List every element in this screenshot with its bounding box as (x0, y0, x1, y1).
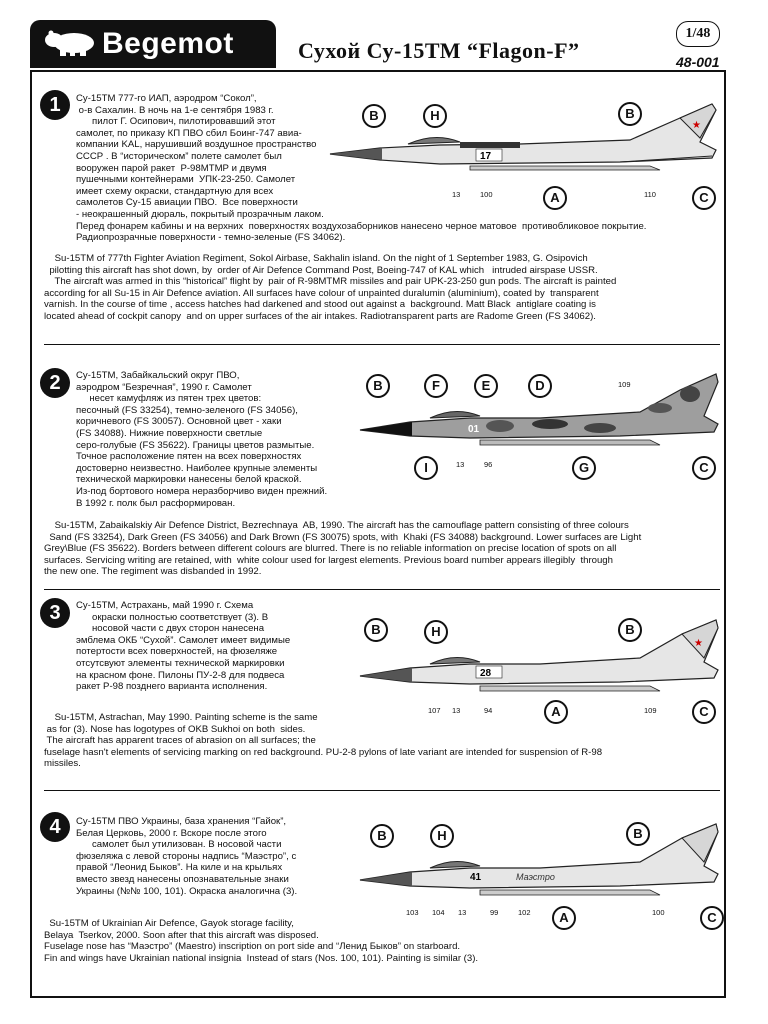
section-1-russian-text: Су-15ТМ 777-го ИАП, аэродром “Сокол”, о-в Сахалин. В ночь на 1-е сентября 1983 г. пилот Г. Осипович, пилотировавший этот самолет, по приказу КП ПВО сбил Боинг-747 авиа- компании KAL, нарушивший воздушное пространство СССР . В “историческом” полете самолет был вооружен парой ракет Р-98МТМР и двумя пушечными контейнерами УПК-23-250. Самолет имеет схему окраски, стандартную для всех самолетов Су-15 авиации ПВО. Все поверхности - неокрашенный дюраль, покрытый прозрачным лаком. Перед фонарем кабины и на верхних поверхностях воздухозаборников нанесено черное матовое противобликовое покрытие. Радиопрозрачные поверхности - темно-зеленые (FS 34062). (76, 93, 647, 244)
callout-c: C (692, 186, 716, 210)
part-ref: 107 (428, 706, 441, 715)
callout-b: B (362, 104, 386, 128)
svg-text:★: ★ (694, 638, 703, 649)
section-number: 3 (40, 598, 70, 628)
callout-i: I (414, 456, 438, 480)
section-number: 1 (40, 90, 70, 120)
svg-text:★: ★ (692, 120, 701, 131)
part-ref: 99 (490, 908, 499, 917)
callout-h: H (423, 104, 447, 128)
section-number: 4 (40, 812, 70, 842)
part-ref: 96 (484, 460, 493, 469)
part-ref: 13 (452, 190, 461, 199)
section-3-english-text: Su-15TM, Astrachan, May 1990. Painting scheme is the same as for (3). Nose has logotypes of OKB Sukhoi on both sides. The aircraft has apparent traces of abrasion on all surfaces; the fuselage hasn't elements of servicing marking on red background. PU-2-8 pylons of late variant are intended for suspension of R-98 missiles. (44, 712, 603, 770)
nose-inscription: Маэстро (516, 872, 555, 882)
section-4-english-text: Su-15TM of Ukrainian Air Defence, Gayok storage facility, Belaya Tserkov, 2000. Soon after that this aircraft was disposed. Fuselage nose has “Маэстро” (Maestro) inscription on port side and “Ленид Быков” on starboard. Fin and wings have Ukrainian national insignia Instead of stars (Nos. 100, 101). Painting is similar (3). (44, 918, 479, 964)
section-number: 2 (40, 368, 70, 398)
callout-b: B (626, 822, 650, 846)
part-ref: 104 (432, 908, 445, 917)
section-divider (44, 790, 720, 791)
section-4-russian-text: Су-15ТМ ПВО Украины, база хранения “Гайок”, Белая Церковь, 2000 г. Вскоре после этого самолет был утилизован. В носовой части фюзеляжа с левой стороны надпись “Маэстро”, с правой “Леонид Быков”. На киле и на крыльях вместо звезд нанесены опознавательные знаки Украины (№№ 100, 101). Окраска аналогична (3). (76, 816, 298, 897)
brand-name: Begemot (102, 27, 234, 60)
callout-b: B (618, 102, 642, 126)
part-ref: 94 (484, 706, 493, 715)
callout-b: B (618, 618, 642, 642)
callout-a: A (543, 186, 567, 210)
callout-f: F (424, 374, 448, 398)
board-number: 17 (480, 151, 492, 162)
part-ref: 109 (644, 706, 657, 715)
callout-h: H (430, 824, 454, 848)
callout-d: D (528, 374, 552, 398)
section-divider (44, 344, 720, 345)
callout-b: B (364, 618, 388, 642)
callout-a: A (552, 906, 576, 930)
part-ref: 13 (458, 908, 467, 917)
scale-badge: 1/48 (676, 21, 720, 47)
catalog-number: 48-001 (676, 54, 720, 70)
brand-header (30, 20, 276, 68)
callout-c: C (700, 906, 724, 930)
page-title: Сухой Су-15ТМ “Flagon-F” (298, 38, 580, 63)
callout-c: C (692, 456, 716, 480)
callout-b: B (370, 824, 394, 848)
hippo-logo-icon (44, 28, 100, 56)
board-number: 28 (480, 668, 492, 679)
section-2-english-text: Su-15TM, Zabaikalskiy Air Defence District, Bezrechnaya AB, 1990. The aircraft has the camouflage pattern consisting of three colours Sand (FS 33254), Dark Green (FS 34056) and Dark Brown (FS 30075) spots, with Khaki (FS 34088) background. Lower surfaces are Light Grey\Blue (FS 35622). Borders between different colours are blurred. There is no reliable information on precise location of spots on all surfaces. Servicing writing are retained, with white colour used for largest elements. Previous board number appears illegibly through the new one. The regiment was disbanded in 1992. (44, 520, 642, 578)
board-number: 41 (470, 872, 482, 883)
callout-a: A (544, 700, 568, 724)
section-divider (44, 589, 720, 590)
callout-e: E (474, 374, 498, 398)
part-ref: 13 (456, 460, 465, 469)
part-ref: 110 (644, 190, 656, 199)
part-ref: 13 (452, 706, 461, 715)
part-ref: 103 (406, 908, 419, 917)
callout-g: G (572, 456, 596, 480)
part-ref: 100 (480, 190, 493, 199)
callout-c: C (692, 700, 716, 724)
section-3-russian-text: Су-15ТМ, Астрахань, май 1990 г. Схема окраски полностью соответствует (3). В носовой части с двух сторон нанесена эмблема ОКБ “Сухой”. Самолет имеет видимые потертости всех поверхностей, на фюзеляже отсутсвуют элементы технической маркировки на красном фоне. Пилоны ПУ-2-8 для подвеса ракет Р-98 позднего варианта исполнения. (76, 600, 291, 693)
section-1-english-text: Su-15TM of 777th Fighter Aviation Regiment, Sokol Airbase, Sakhalin island. On the night of 1 September 1983, G. Osipovich pilotting this aircraft has shot down, by order of Air Defence Command Post, Boeing-747 of KAL which intruded airspase USSR. The aircraft was armed in this “historical” flight by pair of R-98MTMR missiles and pair UPK-23-250 gun pods. The aircraft is painted according for all Su-15 in Air Defence aviation. All surfaces have colour of unpainted duralumin (aluminium), coated by transparent varnish. In the course of time , access hatches had darkened and stood out against a background. Matt Black antiglare coating is located ahead of cockpit canopy and on upper surfaces of the air intakes. Radiotransparent parts are Radome Green (FS 34062). (44, 253, 617, 322)
callout-h: H (424, 620, 448, 644)
part-ref: 109 (618, 380, 631, 389)
section-2-russian-text: Су-15ТМ, Забайкальский округ ПВО, аэродром “Безречная”, 1990 г. Самолет несет камуфляж из пятен трех цветов: песочный (FS 33254), темно-зеленого (FS 34056), коричневого (FS 30057). Основной цвет - хаки (FS 34088). Нижние поверхности светлые серо-голубые (FS 35622). Границы цветов размытые. Точное расположение пятен на всех поверхностях достоверно неизвестно. Наиболее крупные элементы технической маркировки нанесены белой краской. Из-под бортового номера неразборчиво виден прежний. В 1992 г. полк был расформирован. (76, 370, 328, 509)
part-ref: 102 (518, 908, 531, 917)
board-number: 01 (468, 424, 480, 435)
part-ref: 100 (652, 908, 665, 917)
callout-b: B (366, 374, 390, 398)
